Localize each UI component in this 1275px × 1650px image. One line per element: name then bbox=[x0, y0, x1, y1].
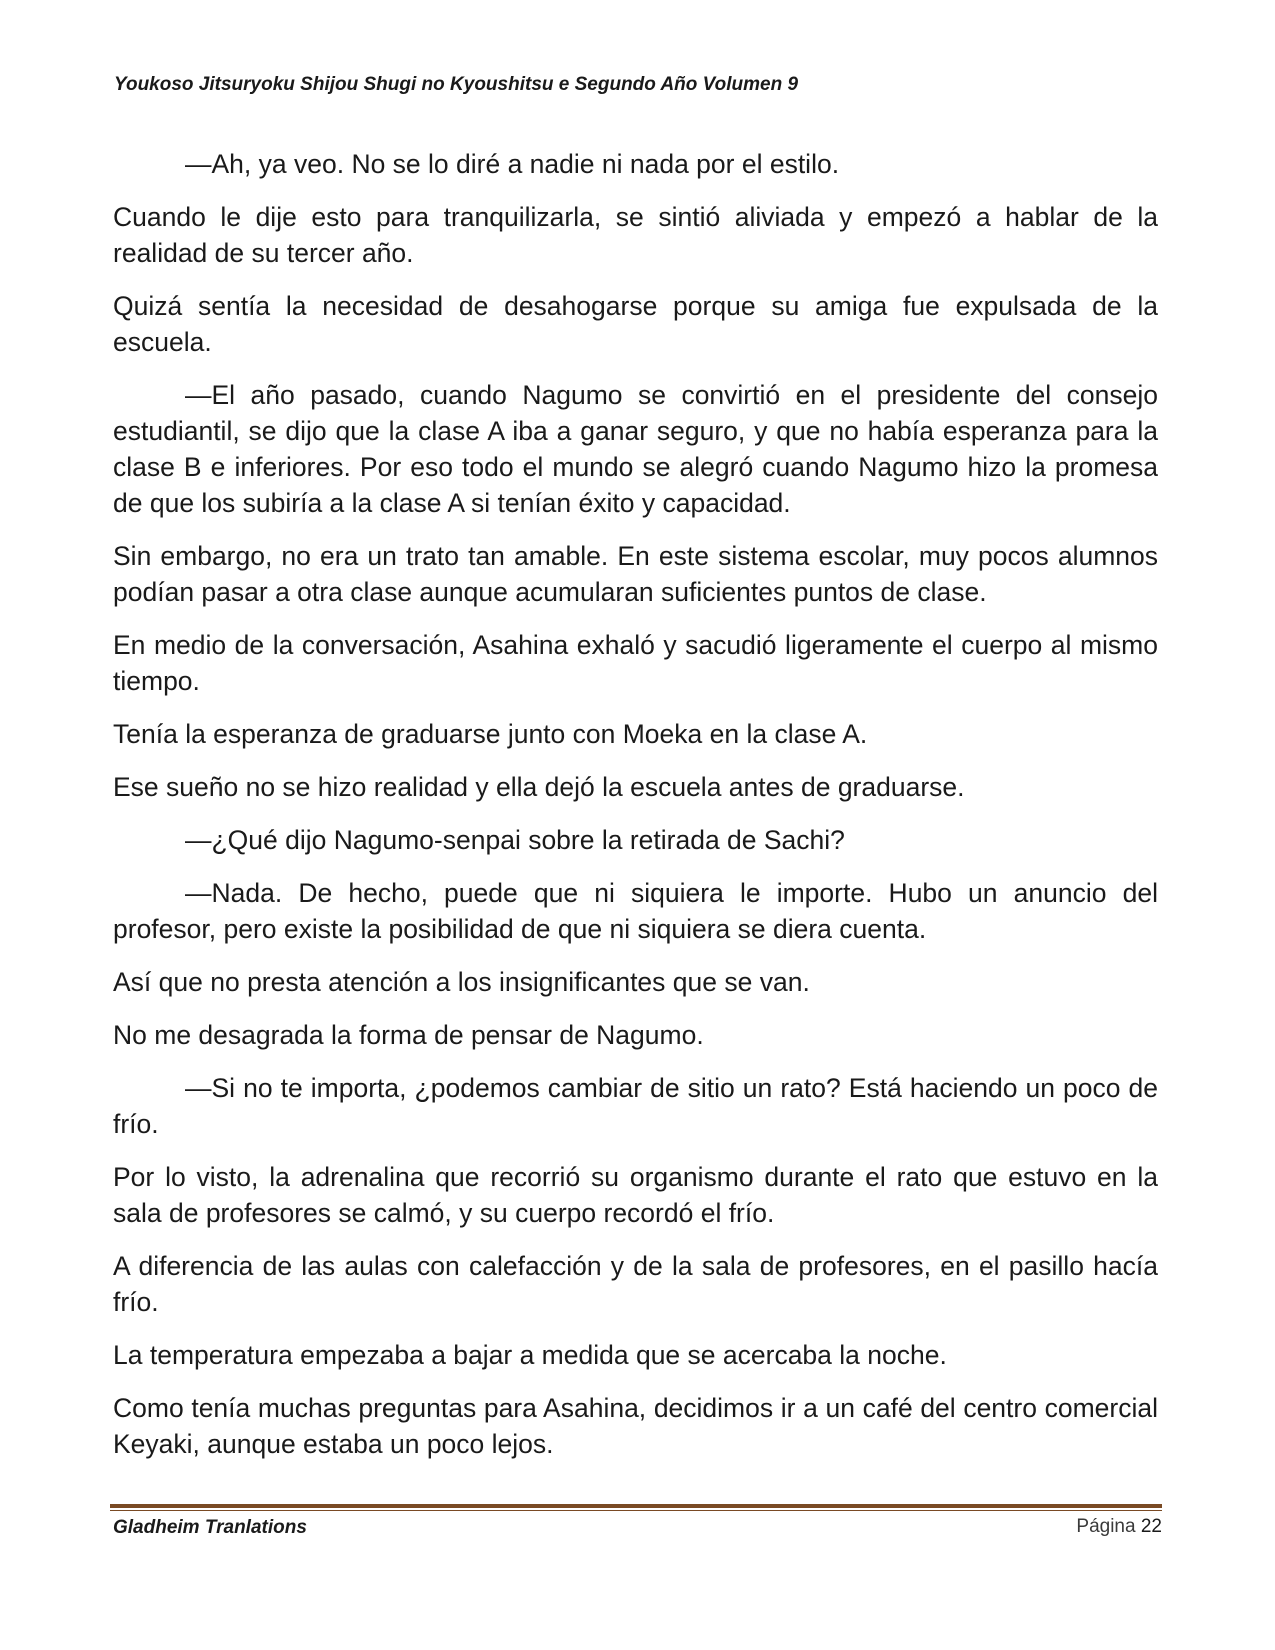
paragraph-3: Quizá sentía la necesidad de desahogarse porque su amiga fue expulsada de la escuela. bbox=[113, 291, 1158, 357]
paragraph-8: Ese sueño no se hizo realidad y ella dejó la escuela antes de graduarse. bbox=[113, 772, 965, 802]
page-label: Página bbox=[1076, 1516, 1136, 1537]
page-header-title: Youkoso Jitsuryoku Shijou Shugi no Kyoushitsu e Segundo Año Volumen 9 bbox=[114, 74, 799, 95]
paragraph-16: La temperatura empezaba a bajar a medida que se acercaba la noche. bbox=[113, 1340, 947, 1370]
paragraph-7: Tenía la esperanza de graduarse junto con Moeka en la clase A. bbox=[113, 719, 868, 749]
paragraph-15: A diferencia de las aulas con calefacción y de la sala de profesores, en el pasillo hacía frío. bbox=[113, 1251, 1158, 1317]
paragraph-14: Por lo visto, la adrenalina que recorrió su organismo durante el rato que estuvo en la sala de profesores se calmó, y su cuerpo recordó el frío. bbox=[113, 1162, 1158, 1228]
paragraph-13: —Si no te importa, ¿podemos cambiar de sitio un rato? Está haciendo un poco de frío. bbox=[113, 1073, 1158, 1139]
page-number: 22 bbox=[1140, 1516, 1162, 1537]
footer-page-indicator bbox=[1076, 1516, 1162, 1538]
page-body bbox=[113, 146, 1158, 1479]
paragraph-9: —¿Qué dijo Nagumo-senpai sobre la retirada de Sachi? bbox=[185, 825, 845, 855]
footer-divider-thin bbox=[110, 1510, 1162, 1511]
footer-translator-credit: Gladheim Tranlations bbox=[113, 1517, 307, 1538]
paragraph-4: —El año pasado, cuando Nagumo se convirtió en el presidente del consejo estudiantil, se dijo que la clase A iba a ganar seguro, y que no había esperanza para la clase B e inferiores. Por eso todo el mundo se alegró cuando Nagumo hizo la promesa de que los subiría a la clase A si tenían éxito y capacidad. bbox=[113, 380, 1158, 518]
paragraph-17: Como tenía muchas preguntas para Asahina, decidimos ir a un café del centro comercial Keyaki, aunque estaba un poco lejos. bbox=[113, 1393, 1158, 1459]
paragraph-1: —Ah, ya veo. No se lo diré a nadie ni nada por el estilo. bbox=[185, 149, 840, 179]
paragraph-2: Cuando le dije esto para tranquilizarla, se sintió aliviada y empezó a hablar de la realidad de su tercer año. bbox=[113, 202, 1158, 268]
paragraph-6: En medio de la conversación, Asahina exhaló y sacudió ligeramente el cuerpo al mismo tiempo. bbox=[113, 630, 1158, 696]
paragraph-5: Sin embargo, no era un trato tan amable. En este sistema escolar, muy pocos alumnos podían pasar a otra clase aunque acumularan suficientes puntos de clase. bbox=[113, 541, 1158, 607]
footer-divider-thick bbox=[110, 1504, 1162, 1508]
footer-divider bbox=[110, 1504, 1162, 1511]
paragraph-10: —Nada. De hecho, puede que ni siquiera le importe. Hubo un anuncio del profesor, pero existe la posibilidad de que ni siquiera se diera cuenta. bbox=[113, 878, 1158, 944]
paragraph-11: Así que no presta atención a los insignificantes que se van. bbox=[113, 967, 810, 997]
paragraph-12: No me desagrada la forma de pensar de Nagumo. bbox=[113, 1020, 704, 1050]
